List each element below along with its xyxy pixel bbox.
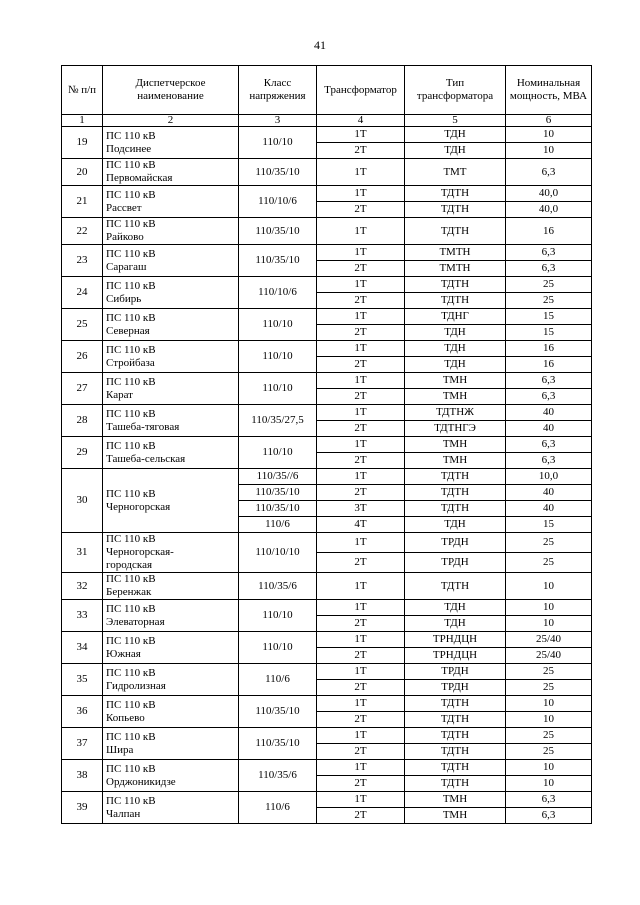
transformer-id: 3Т [317,501,405,517]
voltage-class: 110/10/10 [239,533,317,573]
transformer-id: 1Т [317,696,405,712]
transformer-id: 2Т [317,744,405,760]
row-number: 36 [62,696,103,728]
rated-power: 25 [506,680,592,696]
transformer-id: 2Т [317,325,405,341]
substation-name: ПС 110 кВ Орджоникидзе [103,760,239,792]
rated-power: 40 [506,485,592,501]
transformer-id: 1Т [317,309,405,325]
transformer-type: ТДТН [405,712,506,728]
transformer-type: ТРДН [405,553,506,573]
row-number: 38 [62,760,103,792]
rated-power: 25 [506,664,592,680]
transformer-type: ТДН [405,517,506,533]
transformer-type: ТМН [405,437,506,453]
rated-power: 25 [506,277,592,293]
table-row [62,760,592,776]
transformer-type: ТМН [405,453,506,469]
transformer-type: ТДН [405,616,506,632]
transformer-type: ТДТНГЭ [405,421,506,437]
voltage-class: 110/35/10 [239,501,317,517]
transformer-id: 1Т [317,469,405,485]
row-number: 21 [62,186,103,218]
transformer-id: 1Т [317,341,405,357]
header-row [62,66,592,115]
column-number: 3 [239,115,317,127]
transformer-type: ТДТН [405,728,506,744]
transformer-type: ТРНДЦН [405,632,506,648]
transformer-type: ТДТН [405,776,506,792]
transformer-type: ТДНГ [405,309,506,325]
column-number: 6 [506,115,592,127]
rated-power: 15 [506,517,592,533]
table-row [62,309,592,325]
substation-name: ПС 110 кВ Северная [103,309,239,341]
substation-name: ПС 110 кВ Шира [103,728,239,760]
row-number: 37 [62,728,103,760]
header-type: Тип трансформатора [405,66,506,115]
transformer-id: 1Т [317,632,405,648]
transformer-id: 2Т [317,357,405,373]
substation-name: ПС 110 кВ Беренжак [103,573,239,600]
transformer-id: 1Т [317,600,405,616]
voltage-class: 110/10 [239,600,317,632]
transformer-id: 1Т [317,573,405,600]
voltage-class: 110/35/10 [239,218,317,245]
transformer-type: ТРДН [405,680,506,696]
table-row [62,218,592,245]
rated-power: 10,0 [506,469,592,485]
table-row [62,127,592,143]
voltage-class: 110/35/6 [239,573,317,600]
column-number: 1 [62,115,103,127]
rated-power: 25 [506,553,592,573]
rated-power: 16 [506,218,592,245]
header-transformer: Трансформатор [317,66,405,115]
transformer-type: ТМТН [405,245,506,261]
rated-power: 40 [506,405,592,421]
substation-name: ПС 110 кВ Подсинее [103,127,239,159]
transformer-id: 1Т [317,373,405,389]
rated-power: 25/40 [506,648,592,664]
header-voltage: Класс напряжения [239,66,317,115]
table-row [62,186,592,202]
rated-power: 10 [506,712,592,728]
rated-power: 40 [506,421,592,437]
row-number: 39 [62,792,103,824]
rated-power: 40,0 [506,202,592,218]
row-number: 30 [62,469,103,533]
transformer-type: ТДТН [405,202,506,218]
transformer-id: 2Т [317,616,405,632]
transformer-type: ТДТН [405,293,506,309]
voltage-class: 110/35/10 [239,696,317,728]
transformer-type: ТДТН [405,760,506,776]
transformer-type: ТМТ [405,159,506,186]
table-row [62,373,592,389]
table-row [62,696,592,712]
table-row [62,792,592,808]
table-row [62,600,592,616]
transformer-type: ТРНДЦН [405,648,506,664]
voltage-class: 110/10 [239,309,317,341]
row-number: 25 [62,309,103,341]
transformer-id: 1Т [317,533,405,553]
voltage-class: 110/6 [239,517,317,533]
rated-power: 15 [506,309,592,325]
transformer-type: ТМН [405,373,506,389]
rated-power: 10 [506,143,592,159]
rated-power: 40 [506,501,592,517]
substation-name: ПС 110 кВ Южная [103,632,239,664]
substation-name: ПС 110 кВ Сарагаш [103,245,239,277]
rated-power: 10 [506,127,592,143]
transformer-id: 1Т [317,792,405,808]
transformer-id: 2Т [317,143,405,159]
voltage-class: 110/35/10 [239,485,317,501]
rated-power: 6,3 [506,159,592,186]
row-number: 23 [62,245,103,277]
substation-table [61,65,592,824]
column-number: 4 [317,115,405,127]
voltage-class: 110/35/6 [239,760,317,792]
substation-name: ПС 110 кВ Ташеба-сельская [103,437,239,469]
transformer-type: ТДТН [405,469,506,485]
rated-power: 6,3 [506,261,592,277]
row-number: 31 [62,533,103,573]
transformer-id: 1Т [317,728,405,744]
page-number: 41 [314,38,326,52]
transformer-type: ТДТН [405,573,506,600]
transformer-id: 1Т [317,245,405,261]
transformer-type: ТМН [405,792,506,808]
substation-name: ПС 110 кВ Черногорская [103,469,239,533]
row-number: 28 [62,405,103,437]
row-number: 34 [62,632,103,664]
transformer-type: ТДТНЖ [405,405,506,421]
table-row [62,159,592,186]
substation-name: ПС 110 кВ Сибирь [103,277,239,309]
rated-power: 40,0 [506,186,592,202]
transformer-id: 2Т [317,293,405,309]
transformer-type: ТДН [405,143,506,159]
rated-power: 25 [506,744,592,760]
transformer-id: 2Т [317,453,405,469]
transformer-id: 2Т [317,648,405,664]
transformer-type: ТДН [405,325,506,341]
table-row [62,437,592,453]
voltage-class: 110/6 [239,664,317,696]
row-number: 33 [62,600,103,632]
rated-power: 10 [506,696,592,712]
table-row [62,341,592,357]
rated-power: 25 [506,533,592,553]
substation-name: ПС 110 кВ Карат [103,373,239,405]
header-num: № п/п [62,66,103,115]
substation-name: ПС 110 кВ Элеваторная [103,600,239,632]
voltage-class: 110/10 [239,127,317,159]
transformer-type: ТМН [405,808,506,824]
transformer-type: ТДТН [405,485,506,501]
substation-name: ПС 110 кВ Стройбаза [103,341,239,373]
table-row [62,533,592,553]
rated-power: 6,3 [506,245,592,261]
transformer-id: 2Т [317,680,405,696]
row-number: 24 [62,277,103,309]
transformer-type: ТДТН [405,501,506,517]
substation-name: ПС 110 кВ Райково [103,218,239,245]
substation-name: ПС 110 кВ Копьево [103,696,239,728]
transformer-id: 2Т [317,421,405,437]
rated-power: 6,3 [506,792,592,808]
transformer-type: ТРДН [405,533,506,553]
transformer-id: 1Т [317,159,405,186]
row-number: 20 [62,159,103,186]
rated-power: 25 [506,293,592,309]
rated-power: 6,3 [506,389,592,405]
row-number: 35 [62,664,103,696]
table-row [62,573,592,600]
transformer-type: ТДТН [405,277,506,293]
voltage-class: 110/10/6 [239,186,317,218]
transformer-id: 2Т [317,808,405,824]
transformer-id: 1Т [317,277,405,293]
table-row [62,632,592,648]
substation-name: ПС 110 кВ Ташеба-тяговая [103,405,239,437]
transformer-id: 2Т [317,261,405,277]
column-numbers-row [62,115,592,127]
transformer-id: 2Т [317,712,405,728]
row-number: 19 [62,127,103,159]
rated-power: 25 [506,728,592,744]
rated-power: 16 [506,341,592,357]
transformer-type: ТМТН [405,261,506,277]
transformer-type: ТРДН [405,664,506,680]
transformer-id: 2Т [317,202,405,218]
transformer-id: 2Т [317,553,405,573]
transformer-id: 1Т [317,664,405,680]
transformer-type: ТМН [405,389,506,405]
voltage-class: 110/10 [239,373,317,405]
voltage-class: 110/10 [239,437,317,469]
rated-power: 10 [506,776,592,792]
voltage-class: 110/35/10 [239,728,317,760]
substation-name: ПС 110 кВ Гидролизная [103,664,239,696]
table-row [62,664,592,680]
table-row [62,405,592,421]
table-row [62,469,592,485]
transformer-id: 2Т [317,485,405,501]
transformer-type: ТДН [405,600,506,616]
row-number: 27 [62,373,103,405]
table-row [62,245,592,261]
transformer-type: ТДТН [405,696,506,712]
row-number: 26 [62,341,103,373]
transformer-id: 2Т [317,776,405,792]
transformer-id: 1Т [317,405,405,421]
transformer-type: ТДН [405,341,506,357]
header-power: Номинальная мощность, МВА [506,66,592,115]
voltage-class: 110/35/10 [239,159,317,186]
transformer-id: 1Т [317,127,405,143]
transformer-id: 1Т [317,218,405,245]
column-number: 2 [103,115,239,127]
substation-name: ПС 110 кВ Чалпан [103,792,239,824]
voltage-class: 110/35//6 [239,469,317,485]
row-number: 29 [62,437,103,469]
voltage-class: 110/10 [239,632,317,664]
voltage-class: 110/10 [239,341,317,373]
voltage-class: 110/35/27,5 [239,405,317,437]
substation-name: ПС 110 кВ Рассвет [103,186,239,218]
voltage-class: 110/10/6 [239,277,317,309]
rated-power: 6,3 [506,437,592,453]
transformer-type: ТДТН [405,186,506,202]
header-name: Диспетчерское наименование [103,66,239,115]
voltage-class: 110/6 [239,792,317,824]
transformer-id: 1Т [317,760,405,776]
rated-power: 10 [506,600,592,616]
transformer-id: 2Т [317,389,405,405]
rated-power: 10 [506,573,592,600]
rated-power: 10 [506,760,592,776]
rated-power: 15 [506,325,592,341]
transformer-type: ТДТН [405,744,506,760]
transformer-id: 1Т [317,186,405,202]
rated-power: 16 [506,357,592,373]
substation-name: ПС 110 кВ Первомайская [103,159,239,186]
transformer-id: 4Т [317,517,405,533]
transformer-type: ТДН [405,127,506,143]
transformer-type: ТДН [405,357,506,373]
substation-name: ПС 110 кВ Черногорская- городская [103,533,239,573]
rated-power: 6,3 [506,808,592,824]
voltage-class: 110/35/10 [239,245,317,277]
table-row [62,728,592,744]
row-number: 32 [62,573,103,600]
column-number: 5 [405,115,506,127]
table-body [62,127,592,824]
rated-power: 25/40 [506,632,592,648]
rated-power: 10 [506,616,592,632]
rated-power: 6,3 [506,453,592,469]
transformer-id: 1Т [317,437,405,453]
rated-power: 6,3 [506,373,592,389]
row-number: 22 [62,218,103,245]
transformer-type: ТДТН [405,218,506,245]
table-row [62,277,592,293]
